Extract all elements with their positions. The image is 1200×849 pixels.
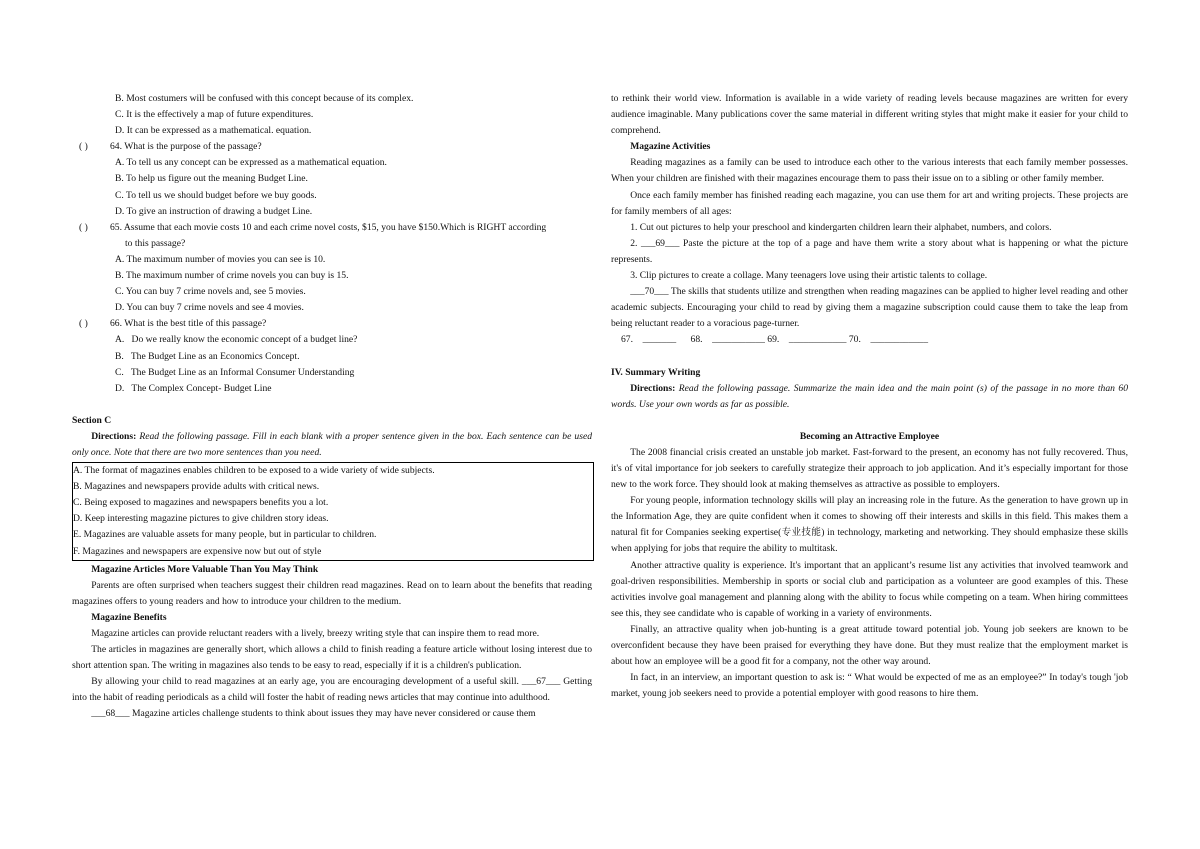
q65-stem: [72, 220, 592, 236]
q65-stem-text: 65. Assume that each movie costs 10 and each crime novel costs, $15, you have $150.Which is RIGHT according: [110, 221, 547, 233]
passage-para-2: Magazine articles can provide reluctant readers with a lively, breezy writing style that can inspire them to read more.: [91, 628, 540, 639]
passage-para-7: Once each family member has finished reading each magazine, you can use them for art and writing projects. These projects are for family members of all ages:: [611, 189, 1128, 217]
q66-option-d: D. The Complex Concept- Budget Line: [115, 382, 272, 394]
passage-para-5-start: ___68___ Magazine articles challenge students to think about issues they may have never considered or cause them: [91, 708, 536, 720]
section-c-directions-text: Read the following passage. Fill in each blank with a proper sentence given in the box. Each sentence can be used only once. Note that there are two more sentences than you need.: [72, 430, 592, 458]
q64-option-d: D. To give an instruction of drawing a budget Line.: [115, 205, 313, 217]
box-option-c: C. Being exposed to magazines and newspapers benefits you a lot.: [73, 497, 329, 509]
passage-para-4: By allowing your child to read magazines at an early age, you are encouraging development of a useful skill. ___67___ Getting into the habit of reading periodicals as a child will foster the habit of reading news articles that may continue into adulthood.: [72, 676, 592, 704]
summary-para-1: The 2008 financial crisis created an unstable job market. Fast-forward to the present, an economy has not fully recovered. Thus, it's of vital importance for job seekers to carefully strategize their approach to job application. And it’s especially important for those new to the work force. They should look at making themselves as attractive as possible to employers.: [611, 446, 1128, 491]
left-column: [72, 91, 592, 723]
q65-option-c: C. You can buy 7 crime novels and, see 5 movies.: [115, 286, 306, 298]
q66-stem-text: 66. What is the best title of this passage?: [110, 318, 267, 330]
summary-directions: [611, 381, 1128, 413]
section-c-directions: [72, 429, 592, 461]
q64-answer-paren[interactable]: ( ): [79, 141, 88, 153]
activity-item-2: 2. ___69___ Paste the picture at the top of a page and have them write a story about what is happening or what the picture represents.: [611, 237, 1128, 265]
box-option-a: A. The format of magazines enables children to be exposed to a wide variety of wide subjects.: [73, 465, 435, 477]
passage-para-3: The articles in magazines are generally short, which allows a child to finish reading a feature article without losing interest due to short attention span. The writing in magazines also tends to be easy to read, especially if it is a children's publication.: [72, 644, 592, 672]
q64-option-c: C. To tell us we should budget before we buy goods.: [115, 189, 317, 201]
options-box: [72, 462, 594, 561]
summary-para-5: In fact, in an interview, an important question to ask is: “ What would be expected of me as an employee?” In today's tough 'job market, young job seekers need to provide a potential employer with good reasons to hire them.: [611, 672, 1128, 700]
q64-stem-text: 64. What is the purpose of the passage?: [110, 141, 262, 153]
right-column: [611, 91, 1128, 702]
passage-para-5-end: to rethink their world view. Information is available in a wide variety of reading levels because magazines are written for every audience imaginable. Many publications cover the same material in different writing styles that might make it easier for your child to comprehend.: [611, 93, 1128, 137]
activity-item-3: 3. Clip pictures to create a collage. Many teenagers love using their artistic talents to collage.: [630, 270, 988, 282]
q63-option-b: B. Most costumers will be confused with this concept because of its complex.: [115, 93, 414, 104]
passage-para-8: ___70___ The skills that students utilize and strengthen when reading magazines can be applied to higher level reading and other academic subjects. Encouraging your child to read by giving them a magazine subscription could cause them to take the leap from being reluctant reader to a voracious page-turner.: [611, 286, 1128, 330]
q65-stem-cont: to this passage?: [125, 237, 186, 249]
activities-heading: Magazine Activities: [630, 141, 711, 153]
q63-option-d: D. It can be expressed as a mathematical. equation.: [115, 125, 312, 137]
passage-para-1: Parents are often surprised when teachers suggest their children read magazines. Read on to learn about the benefits that reading magazines offers to young readers and how to introduce your children to the medium.: [72, 579, 592, 607]
section-c-title: Section C: [72, 414, 112, 426]
q63-option-c: C. It is the effectively a map of future expenditures.: [115, 109, 314, 121]
answer-blanks-line[interactable]: 67. _______ 68. ___________ 69. ____________ 70. ____________: [621, 334, 928, 346]
summary-directions-text: Read the following passage. Summarize the main idea and the main point (s) of the passage in no more than 60 words. Use your own words as far as possible.: [611, 382, 1128, 410]
q66-stem: [72, 316, 592, 332]
q65-option-b: B. The maximum number of crime novels you can buy is 15.: [115, 270, 349, 282]
q64-stem: [72, 139, 592, 155]
q66-option-a: A. Do we really know the economic concept of a budget line?: [115, 334, 358, 346]
passage-para-6: Reading magazines as a family can be used to introduce each other to the various interests that each family member possesses. When your children are finished with their magazines encourage them to pass their issue on to a sibling or other family member.: [611, 157, 1128, 185]
box-option-e: E. Magazines are valuable assets for many people, but in particular to children.: [73, 529, 377, 541]
benefits-heading: Magazine Benefits: [91, 611, 167, 623]
q65-answer-paren[interactable]: ( ): [79, 221, 88, 233]
q64-option-b: B. To help us figure out the meaning Budget Line.: [115, 173, 308, 185]
summary-section-title: IV. Summary Writing: [611, 366, 701, 378]
summary-passage-title: Becoming an Attractive Employee: [799, 430, 940, 442]
summary-directions-label: Directions:: [630, 382, 676, 394]
q66-answer-paren[interactable]: ( ): [79, 318, 88, 330]
summary-para-4: Finally, an attractive quality when job-hunting is a great attitude toward potential job. Young job seekers are known to be overconfident because they have been praised for everything they have done. But they must realize that the employment market is about how an employee will be a good fit for a company, not the other way around.: [611, 623, 1128, 668]
q66-option-b: B. The Budget Line as an Economics Concept.: [115, 350, 300, 362]
summary-para-3: Another attractive quality is experience. It's important that an applicant’s resume list any activities that involved teamwork and goal-driven responsibilities. Membership in sports or social club and participation as a volunteer are good examples of this. These activities involve goal management and planning along with the ability to focus while competing on a team. When hiring committees see this, they see candidate who is capable of working in a variety of environments.: [611, 559, 1128, 619]
box-option-d: D. Keep interesting magazine pictures to give children story ideas.: [73, 513, 329, 525]
passage-title: Magazine Articles More Valuable Than You May Think: [91, 563, 319, 575]
section-c-directions-label: Directions:: [91, 430, 137, 442]
q65-option-d: D. You can buy 7 crime novels and see 4 movies.: [115, 302, 304, 314]
box-option-b: B. Magazines and newspapers provide adults with critical news.: [73, 481, 320, 493]
q66-option-c: C. The Budget Line as an Informal Consumer Understanding: [115, 366, 355, 378]
q64-option-a: A. To tell us any concept can be expressed as a mathematical equation.: [115, 157, 387, 169]
summary-para-2: For young people, information technology skills will play an increasing role in the future. As the generation to have grown up in the Information Age, they are quite confident when it comes to showing off their interests and skills in this field. This makes them a natural fit for Companies seeking expertise(专业技能) in technology, marketing and networking. They should emphasize these skills when applying for jobs that require the ability to multitask.: [611, 495, 1128, 555]
q65-option-a: A. The maximum number of movies you can see is 10.: [115, 253, 326, 265]
box-option-f: F. Magazines and newspapers are expensive now but out of style: [73, 545, 322, 557]
activity-item-1: 1. Cut out pictures to help your preschool and kindergarten children learn their alphabet, numbers, and colors.: [630, 221, 1052, 233]
